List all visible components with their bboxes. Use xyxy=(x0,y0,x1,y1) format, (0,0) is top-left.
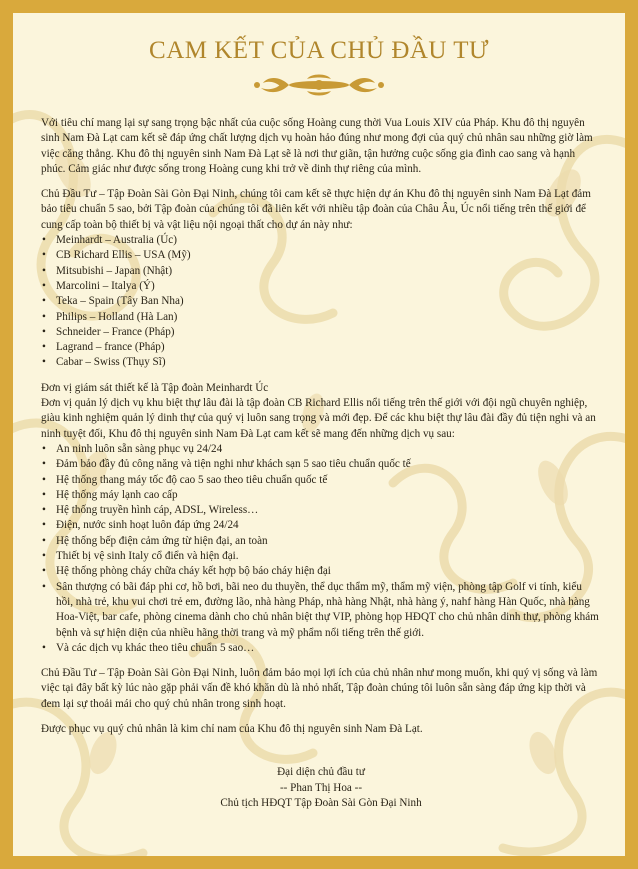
list-item: • Hệ thống bếp điện cảm ứng từ hiện đại, an toàn xyxy=(41,534,601,549)
list-item: • CB Richard Ellis – USA (Mỹ) xyxy=(41,248,601,263)
list-item: • Hệ thống thang máy tốc độ cao 5 sao theo tiêu chuẩn quốc tế xyxy=(41,473,601,488)
list-item: • Lagrand – france (Pháp) xyxy=(41,340,601,355)
management-paragraph: Đơn vị quản lý dịch vụ khu biệt thự lâu đài là tập đoàn CB Richard Ellis nổi tiếng trên thế giới với đội ngũ chuyên nghiệp, giàu kinh nghiệm quản lý dinh thự của quý vị luôn sang trọng và mới đẹp. Để các khu biệt thự lâu đài đầy đủ tiện nghi và an ninh tuyệt đối, Khu đô thị nguyên sinh Nam Đà Lạt cam kết sẽ mang đến những dịch vụ sau: xyxy=(41,397,596,440)
page-title: CAM KẾT CỦA CHỦ ĐẦU TƯ xyxy=(149,37,489,64)
closing-paragraph: Chủ Đầu Tư – Tập Đoàn Sài Gòn Đại Ninh, luôn đảm bảo mọi lợi ích của chủ nhân như mong muốn, khi quý vị sống và làm việc tại đây bất kỳ lúc nào gặp phải vấn đề khó khăn dù là nhỏ nhất, Tập đoàn chúng tôi luôn sẵn sàng đáp ứng kịp thời và đem lại sự thoải mái cho quý chủ nhân trong sinh hoạt. xyxy=(41,667,598,710)
list-item: • Điện, nước sinh hoạt luôn đáp ứng 24/24 xyxy=(41,518,601,533)
document-body xyxy=(41,116,601,811)
service-list xyxy=(41,442,601,656)
list-item: • Đảm bảo đầy đủ công năng và tiện nghi như khách sạn 5 sao tiêu chuẩn quốc tế xyxy=(41,457,601,472)
list-item: • An ninh luôn sẵn sàng phục vụ 24/24 xyxy=(41,442,601,457)
flourish-ornament xyxy=(249,71,389,99)
list-item: • Và các dịch vụ khác theo tiêu chuẩn 5 sao… xyxy=(41,641,601,656)
list-item: • Thiết bị vệ sinh Italy cổ điển và hiện đại. xyxy=(41,549,601,564)
list-item: • Hệ thống máy lạnh cao cấp xyxy=(41,488,601,503)
signature-role: Đại diện chủ đầu tư xyxy=(277,766,365,779)
supervisor-line: Đơn vị giám sát thiết kế là Tập đoàn Meinhardt Úc xyxy=(41,381,269,394)
list-item: • Sân thượng có bãi đáp phi cơ, hồ bơi, bãi neo du thuyền, thể dục thẩm mỹ, thẩm mỹ viện, phòng tập Golf vi tính, kiểu hồi, nhà trẻ, khu vui chơi trẻ em, đường lão, nhà hàng Pháp, nhà hàng Nhật, nhà hàng ý, nahf hàng Hàn Quốc, nhà hàng Hoa-Việt, bar cafe, phòng cinema dành cho chủ nhân biệt thự VIP, phòng họp HĐQT cho chủ nhân dinh thự, phòng khám bệnh và sự hiện diện của nhiều hãng thời trang và mỹ phẩm nổi tiếng trên thế giới. xyxy=(41,580,601,641)
list-item: • Schneider – France (Pháp) xyxy=(41,325,601,340)
list-item: • Meinhardt – Australia (Úc) xyxy=(41,233,601,248)
list-item: • Hệ thống truyền hình cáp, ADSL, Wireless… xyxy=(41,503,601,518)
commitment-paragraph: Chủ Đầu Tư – Tập Đoàn Sài Gòn Đại Ninh, chúng tôi cam kết sẽ thực hiện dự án Khu đô thị nguyên sinh Nam Đà Lạt đảm bảo tiêu chuẩn 5 sao, bởi Tập đoàn của chúng tôi đã liên kết với nhiều tập đoàn của Châu Âu, Úc nổi tiếng trên thế giới để cung cấp toàn bộ thiết bị và vật liệu nội ngoại thất cho dự án này như: xyxy=(41,188,591,231)
honor-paragraph: Được phục vụ quý chủ nhân là kim chỉ nam của Khu đô thị nguyên sinh Nam Đà Lạt. xyxy=(41,722,423,735)
signature-block xyxy=(41,765,601,811)
signature-name: -- Phan Thị Hoa -- xyxy=(279,781,363,794)
list-item: • Hệ thống phòng cháy chữa cháy kết hợp bộ báo cháy hiện đại xyxy=(41,564,601,579)
document-panel xyxy=(13,13,625,856)
list-item: • Marcolini – Italya (Ý) xyxy=(41,279,601,294)
list-item: • Teka – Spain (Tây Ban Nha) xyxy=(41,294,601,309)
partner-list xyxy=(41,233,601,371)
list-item: • Cabar – Swiss (Thụy Sĩ) xyxy=(41,355,601,370)
list-item: • Philips – Holland (Hà Lan) xyxy=(41,310,601,325)
intro-paragraph: Với tiêu chí mang lại sự sang trọng bậc nhất của cuộc sống Hoàng cung thời Vua Louis XIV của Pháp. Khu đô thị nguyên sinh Nam Đà Lạt cam kết sẽ đáp ứng chất lượng dịch vụ hoàn hảo đúng như mong đợi của quý chủ nhân sau những giờ làm việc căng thẳng. Khu đô thị nguyên sinh Nam Đà Lạt sẽ là nơi thư giãn, tận hưởng cuộc sống gia đình cao sang và hạnh phúc. Cảm giác như được sống trong Hoàng cung khi trở về dinh thự riêng của mình. xyxy=(41,117,593,175)
signature-position: Chủ tịch HĐQT Tập Đoàn Sài Gòn Đại Ninh xyxy=(220,796,422,809)
list-item: • Mitsubishi – Japan (Nhật) xyxy=(41,264,601,279)
